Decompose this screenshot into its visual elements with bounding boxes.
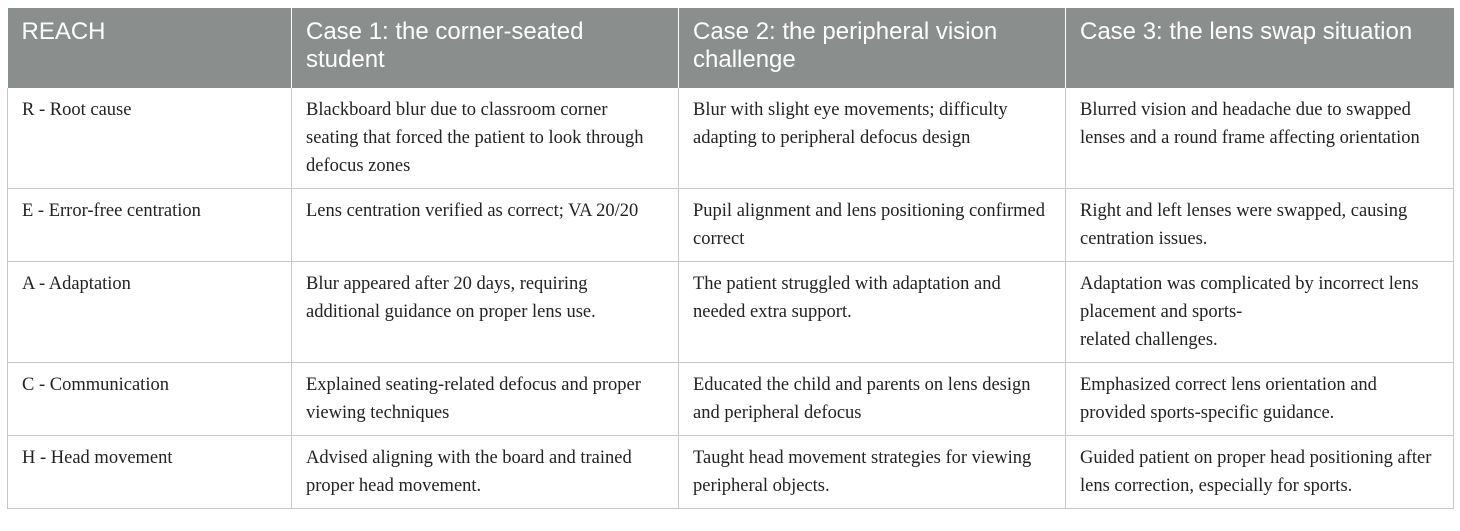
case-1-cell: Explained seating-related defocus and proper viewing techniques <box>292 363 679 436</box>
case-1-cell: Lens centration verified as correct; VA 20/20 <box>292 189 679 262</box>
reach-table <box>7 8 1454 509</box>
case-3-cell: Guided patient on proper head positioning after lens correction, especially for sports. <box>1066 436 1454 509</box>
header-case-2: Case 2: the peripheral vision challenge <box>679 8 1066 88</box>
table-row-communication <box>8 363 1454 436</box>
case-2-cell: Blur with slight eye movements; difficulty adapting to peripheral defocus design <box>679 88 1066 189</box>
case-1-cell: Advised aligning with the board and trained proper head movement. <box>292 436 679 509</box>
reach-table-container <box>7 8 1453 509</box>
table-header <box>8 8 1454 88</box>
case-2-cell: The patient struggled with adaptation and needed extra support. <box>679 262 1066 363</box>
case-3-cell: Adaptation was complicated by incorrect lens placement and sports- related challenges. <box>1066 262 1454 363</box>
table-row-error-free-centration <box>8 189 1454 262</box>
row-label: A - Adaptation <box>8 262 292 363</box>
table-body <box>8 88 1454 509</box>
header-row <box>8 8 1454 88</box>
case-1-cell: Blackboard blur due to classroom corner seating that forced the patient to look through defocus zones <box>292 88 679 189</box>
case-2-cell: Taught head movement strategies for viewing peripheral objects. <box>679 436 1066 509</box>
case-3-cell: Right and left lenses were swapped, causing centration issues. <box>1066 189 1454 262</box>
table-row-adaptation <box>8 262 1454 363</box>
header-case-3: Case 3: the lens swap situation <box>1066 8 1454 88</box>
case-1-cell: Blur appeared after 20 days, requiring additional guidance on proper lens use. <box>292 262 679 363</box>
case-2-cell: Educated the child and parents on lens design and peripheral defocus <box>679 363 1066 436</box>
row-label: C - Communication <box>8 363 292 436</box>
case-2-cell: Pupil alignment and lens positioning confirmed correct <box>679 189 1066 262</box>
row-label: R - Root cause <box>8 88 292 189</box>
row-label: E - Error-free centration <box>8 189 292 262</box>
header-reach: REACH <box>8 8 292 88</box>
table-row-head-movement <box>8 436 1454 509</box>
table-row-root-cause <box>8 88 1454 189</box>
case-3-cell: Emphasized correct lens orientation and provided sports-specific guidance. <box>1066 363 1454 436</box>
case-3-cell: Blurred vision and headache due to swapped lenses and a round frame affecting orientation <box>1066 88 1454 189</box>
row-label: H - Head movement <box>8 436 292 509</box>
header-case-1: Case 1: the corner-seated student <box>292 8 679 88</box>
